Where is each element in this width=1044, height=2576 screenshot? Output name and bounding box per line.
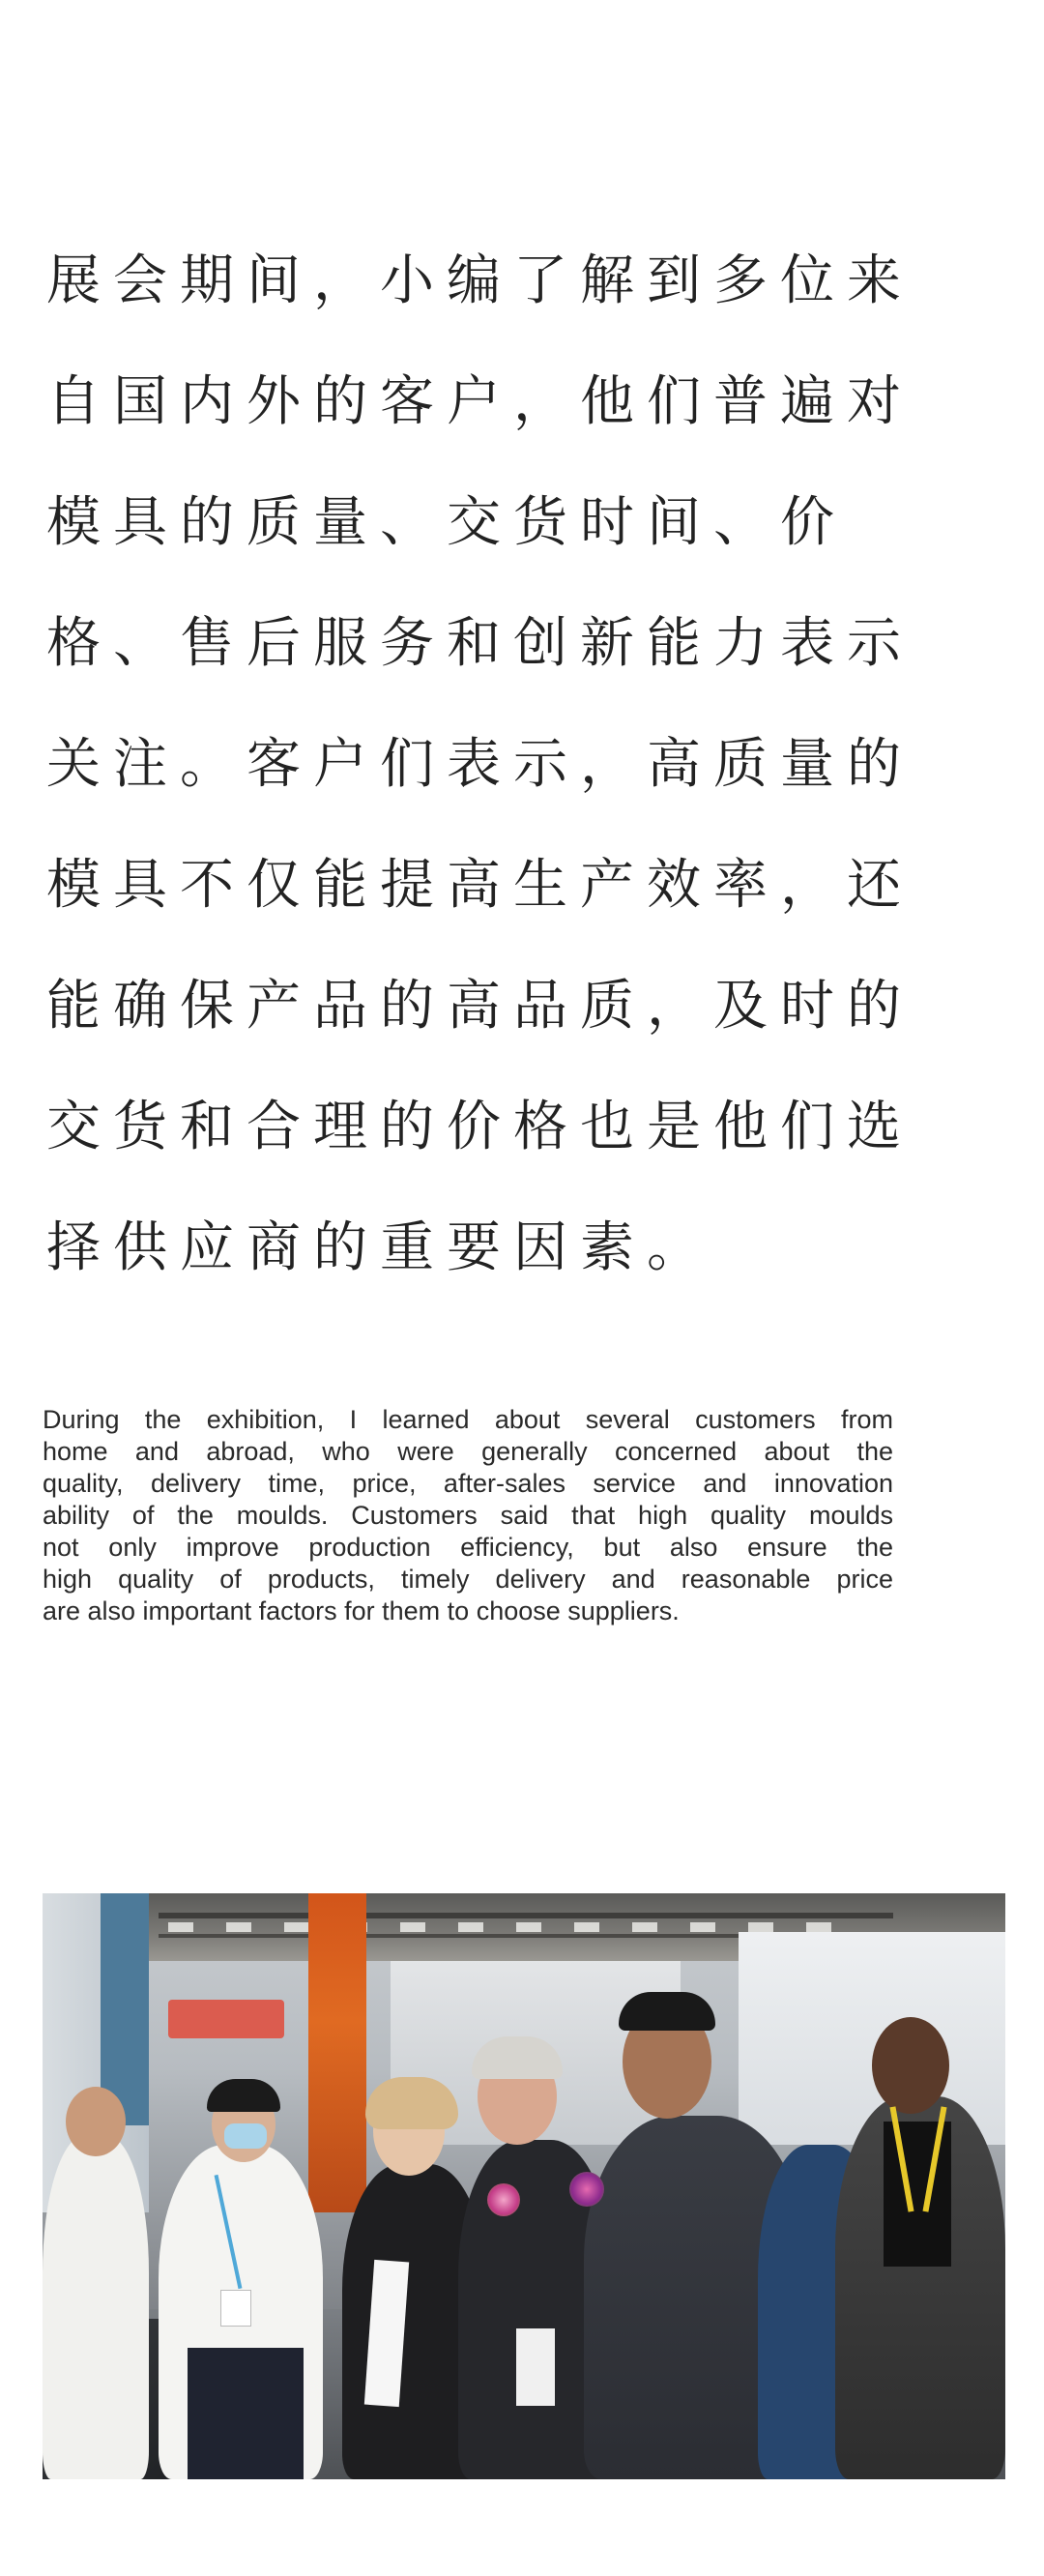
orange-column	[308, 1893, 366, 2212]
chinese-line: 择供应商的重要因素。	[46, 1216, 713, 1279]
staff-person	[43, 2135, 149, 2479]
hair	[207, 2079, 280, 2112]
chinese-line: 模具不仅能提高生产效率，还	[46, 854, 914, 917]
booth-sign	[168, 2000, 284, 2038]
english-line: ability of the moulds. Customers said that high quality moulds	[43, 1501, 893, 1530]
ceiling-beam	[159, 1913, 893, 1918]
person-head	[66, 2087, 126, 2156]
chinese-line: 模具的质量、交货时间、价	[46, 491, 847, 554]
english-paragraph	[43, 1404, 893, 1627]
shirt	[884, 2122, 951, 2267]
chinese-line: 交货和合理的价格也是他们选	[46, 1096, 914, 1158]
corsage	[569, 2172, 604, 2207]
chinese-line: 自国内外的客户，他们普遍对	[46, 370, 914, 433]
hair	[619, 1992, 715, 2031]
chinese-line: 展会期间，小编了解到多位来	[46, 249, 914, 312]
english-line: During the exhibition, I learned about several customers from	[43, 1405, 893, 1434]
english-line: are also important factors for them to choose suppliers.	[43, 1596, 680, 1625]
chinese-paragraph	[46, 220, 914, 1308]
chinese-line: 关注。客户们表示，高质量的	[46, 733, 914, 796]
face-mask	[224, 2123, 267, 2149]
exhibition-photo	[43, 1893, 1005, 2479]
name-badge	[220, 2290, 251, 2327]
person-head	[872, 2017, 949, 2114]
english-line: high quality of products, timely delivery and reasonable price	[43, 1565, 893, 1594]
ceiling-lights	[168, 1922, 845, 1932]
chinese-line: 能确保产品的高品质，及时的	[46, 975, 914, 1038]
document	[516, 2328, 555, 2406]
trousers	[188, 2348, 304, 2479]
chinese-line: 格、售后服务和创新能力表示	[46, 612, 914, 675]
english-line: quality, delivery time, price, after-sales service and innovation	[43, 1469, 893, 1498]
corsage	[487, 2183, 520, 2216]
english-line: home and abroad, who were generally concerned about the	[43, 1437, 893, 1466]
english-line: not only improve production efficiency, but also ensure the	[43, 1533, 893, 1562]
hair	[365, 2077, 458, 2129]
